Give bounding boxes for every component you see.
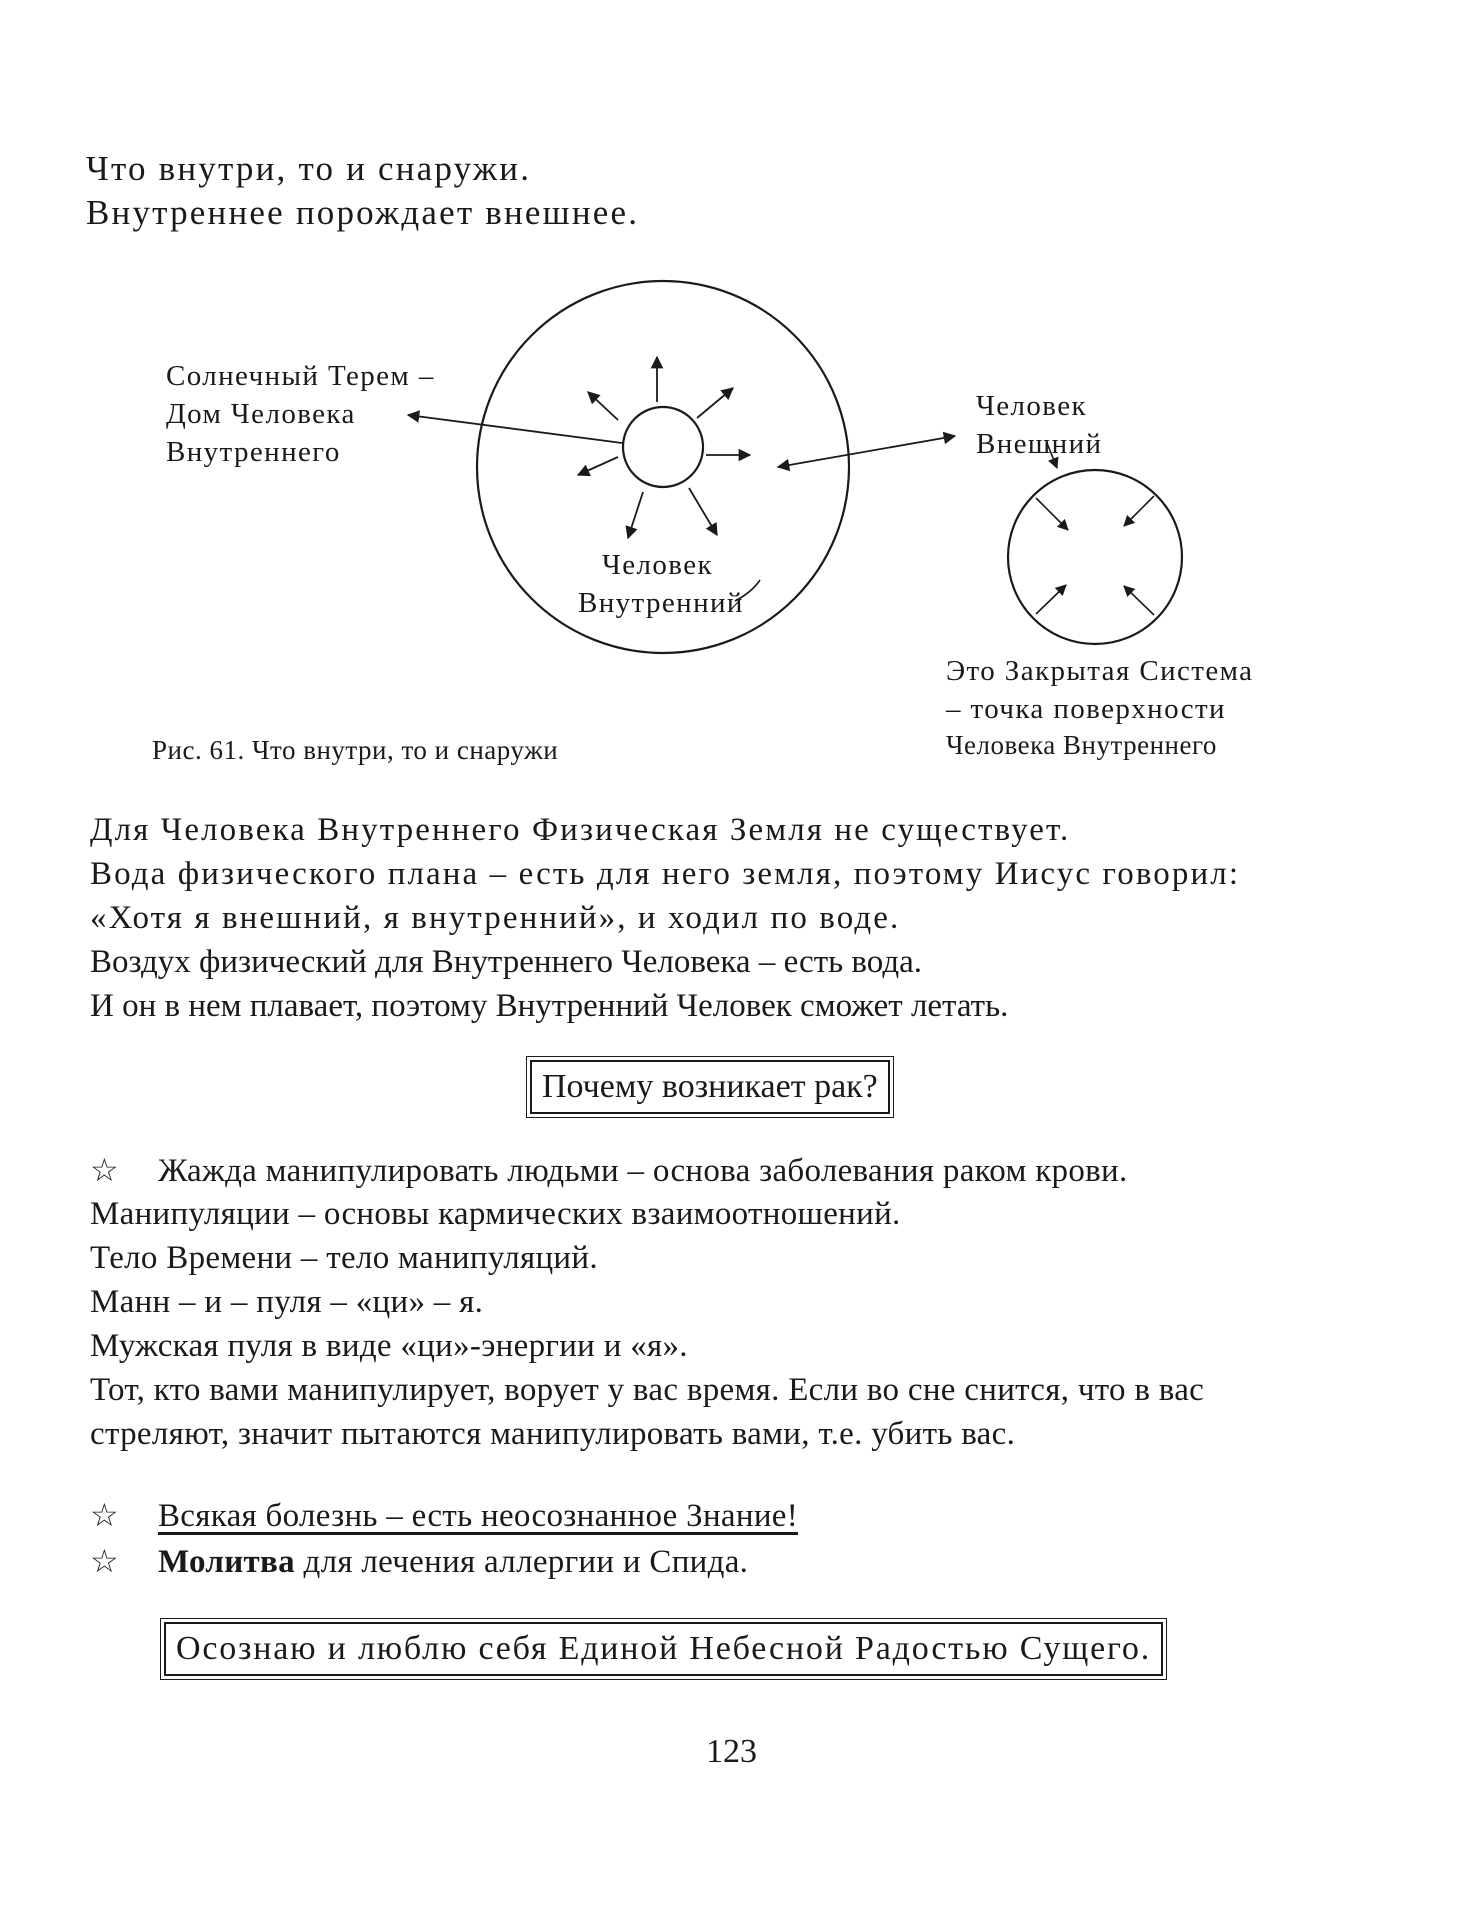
figure-caption: Рис. 61. Что внутри, то и снаружи (152, 735, 559, 765)
label-terem-2: Дом Человека (166, 398, 356, 430)
prayer-box: Осознаю и люблю себя Единой Небесной Радостью Сущего. (164, 1622, 1163, 1676)
label-closed-2: – точка поверхности (946, 693, 1226, 725)
paragraph-2-line-1: ☆ Жажда манипулировать людьми – основа заболевания раком крови. (90, 1148, 1128, 1193)
paragraph-1-line-2: Вода физического плана – есть для него земля, поэтому Иисус говорил: (90, 856, 1241, 892)
heading-box: Почему возникает рак? (530, 1060, 890, 1114)
label-inner-1: Человек (602, 549, 713, 581)
paragraph-2-line-4: Манн – и – пуля – «ци» – я. (90, 1284, 484, 1320)
outer-person-arrow (778, 436, 955, 467)
paragraph-2-line-3: Тело Времени – тело манипуляций. (90, 1240, 598, 1276)
label-terem-3: Внутреннего (166, 436, 341, 468)
label-outer-2: Внешний (976, 428, 1103, 460)
label-terem-1: Солнечный Терем – (166, 360, 435, 392)
paragraph-2-line-6: Тот, кто вами манипулирует, ворует у вас время. Если во сне снится, что в вас (90, 1372, 1205, 1408)
closed-system-circle (1008, 470, 1182, 644)
paragraph-1-line-4: Воздух физический для Внутреннего Человека – есть вода. (90, 944, 923, 980)
label-closed-3: Человека Внутреннего (946, 730, 1217, 760)
label-closed-1: Это Закрытая Система (946, 655, 1254, 687)
paragraph-1-line-1: Для Человека Внутреннего Физическая Земля не существует. (90, 812, 1071, 848)
paragraph-2-line-5: Мужская пуля в виде «ци»-энергии и «я». (90, 1328, 688, 1364)
star-icon: ☆ (90, 1497, 119, 1533)
star-icon: ☆ (90, 1543, 119, 1579)
epigraph-line-2: Внутреннее порождает внешнее. (86, 193, 640, 232)
epigraph-line-1: Что внутри, то и снаружи. (86, 149, 532, 188)
label-inner-2: Внутренний (578, 587, 744, 619)
label-outer-1: Человек (976, 390, 1087, 422)
bullet-prayer: ☆ Молитва для лечения аллергии и Спида. (90, 1539, 748, 1584)
closed-system-arrows (1036, 496, 1154, 615)
terem-arrow (408, 415, 622, 443)
paragraph-1-line-5: И он в нем плавает, поэтому Внутренний Человек сможет летать. (90, 988, 1009, 1024)
star-icon: ☆ (90, 1152, 119, 1188)
bullet-disease: ☆ Всякая болезнь – есть неосознанное Знание! (90, 1493, 798, 1538)
paragraph-2-line-7: стреляют, значит пытаются манипулировать вами, т.е. убить вас. (90, 1416, 1016, 1452)
paragraph-2-line-2: Манипуляции – основы кармических взаимоотношений. (90, 1196, 901, 1232)
page-number: 123 (706, 1733, 757, 1770)
sun-rays (578, 357, 750, 538)
paragraph-1-line-3: «Хотя я внешний, я внутренний», и ходил по воде. (90, 900, 901, 936)
inner-sun-circle (623, 407, 703, 487)
